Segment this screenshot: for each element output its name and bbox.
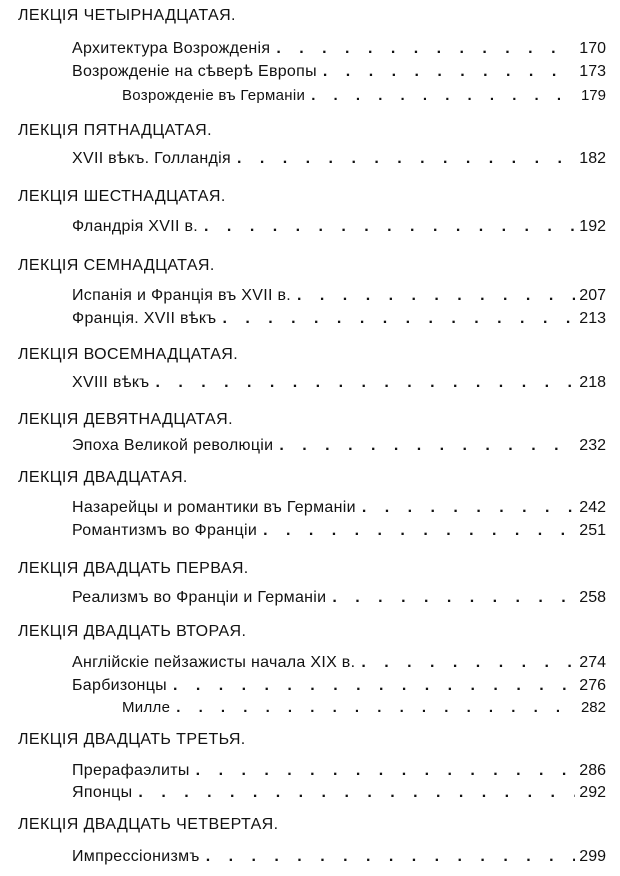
lecture-heading: ЛЕКЦІЯ ЧЕТЫРНАДЦАТАЯ. [18, 7, 236, 24]
toc-entry-title: Возрожденіе въ Германіи [122, 87, 306, 104]
dot-leader [155, 372, 575, 394]
toc-entry-page: 170 [579, 40, 606, 57]
dot-leader [311, 85, 576, 107]
toc-entry-title: Эпоха Великой революціи [72, 437, 274, 454]
toc-entry[interactable] [72, 675, 606, 697]
lecture-heading: ЛЕКЦІЯ ПЯТНАДЦАТАЯ. [18, 122, 212, 139]
dot-leader [206, 846, 576, 868]
toc-entry-title: Прерафаэлиты [72, 762, 190, 779]
toc-entry-page: 173 [579, 63, 606, 80]
toc-entry[interactable] [72, 285, 606, 307]
dot-leader [237, 148, 575, 170]
toc-entry[interactable] [72, 372, 606, 394]
dot-leader [362, 497, 575, 519]
toc-entry-title: Милле [122, 699, 171, 716]
toc-entry[interactable] [72, 497, 606, 519]
dot-leader [196, 760, 576, 782]
lecture-heading: ЛЕКЦІЯ ДВАДЦАТЬ ПЕРВАЯ. [18, 560, 249, 577]
toc-entry-page: 299 [579, 848, 606, 865]
lecture-heading: ЛЕКЦІЯ ВОСЕМНАДЦАТАЯ. [18, 346, 239, 363]
toc-entry-title: XVIII вѣкъ [72, 374, 150, 391]
toc-entry-title: Барбизонцы [72, 677, 167, 694]
dot-leader [176, 697, 576, 719]
toc-entry[interactable] [72, 652, 606, 674]
lecture-heading: ЛЕКЦІЯ ДВАДЦАТЬ ЧЕТВЕРТАЯ. [18, 816, 279, 833]
toc-entry-page: 192 [579, 218, 606, 235]
toc-entry-title: Романтизмъ во Франціи [72, 522, 258, 539]
toc-entry-title: Назарейцы и романтики въ Германіи [72, 499, 356, 516]
toc-entry-page: 282 [580, 699, 606, 716]
dot-leader [332, 587, 575, 609]
lecture-heading: ЛЕКЦІЯ ДВАДЦАТЬ ТРЕТЬЯ. [18, 731, 246, 748]
toc-entry-page: 274 [579, 654, 606, 671]
toc-entry-page: 232 [579, 437, 606, 454]
lecture-heading: ЛЕКЦІЯ ДВАДЦАТАЯ. [18, 469, 188, 486]
lecture-heading: ЛЕКЦІЯ ДЕВЯТНАДЦАТАЯ. [18, 411, 233, 428]
dot-leader [263, 520, 575, 542]
lecture-heading: ЛЕКЦІЯ ДВАДЦАТЬ ВТОРАЯ. [18, 623, 247, 640]
toc-entry-title: Англійскіе пейзажисты начала XIX в. [72, 654, 356, 671]
dot-leader [138, 782, 575, 804]
toc-entry-page: 207 [579, 287, 606, 304]
dot-leader [276, 38, 575, 60]
lecture-heading: ЛЕКЦІЯ ШЕСТНАДЦАТАЯ. [18, 188, 226, 205]
toc-entry-title: Японцы [72, 784, 133, 801]
toc-entry-page: 218 [579, 374, 606, 391]
dot-leader [173, 675, 575, 697]
dot-leader [323, 61, 575, 83]
toc-entry-title: Возрожденіе на сѣверѣ Европы [72, 63, 317, 80]
toc-entry-page: 292 [579, 784, 606, 801]
toc-entry[interactable] [72, 38, 606, 60]
toc-entry[interactable] [72, 760, 606, 782]
toc-entry-page: 179 [580, 87, 606, 104]
toc-entry-title: Франція. XVII вѣкъ [72, 310, 217, 327]
dot-leader [361, 652, 575, 674]
dot-leader [222, 308, 575, 330]
toc-subentry[interactable] [122, 85, 606, 107]
toc-subentry[interactable] [122, 697, 606, 719]
dot-leader [279, 435, 575, 457]
toc-entry[interactable] [72, 520, 606, 542]
toc-entry-title: Архитектура Возрожденія [72, 40, 271, 57]
dot-leader [204, 216, 575, 238]
toc-entry-title: Испанія и Франція въ XVII в. [72, 287, 292, 304]
toc-entry-title: Реализмъ во Франціи и Германіи [72, 589, 327, 606]
dot-leader [297, 285, 575, 307]
toc-entry-page: 242 [579, 499, 606, 516]
toc-entry-page: 258 [579, 589, 606, 606]
toc-entry-title: XVII вѣкъ. Голландія [72, 150, 231, 167]
toc-entry[interactable] [72, 216, 606, 238]
toc-entry[interactable] [72, 61, 606, 83]
toc-entry[interactable] [72, 587, 606, 609]
toc-entry[interactable] [72, 782, 606, 804]
toc-entry[interactable] [72, 308, 606, 330]
lecture-heading: ЛЕКЦІЯ СЕМНАДЦАТАЯ. [18, 257, 215, 274]
toc-entry[interactable] [72, 148, 606, 170]
toc-entry-title: Импрессіонизмъ [72, 848, 200, 865]
toc-entry-page: 286 [579, 762, 606, 779]
toc-entry-page: 251 [579, 522, 606, 539]
toc-entry-page: 276 [579, 677, 606, 694]
toc-entry-page: 213 [579, 310, 606, 327]
toc-entry[interactable] [72, 846, 606, 868]
toc-entry-title: Фландрія XVII в. [72, 218, 199, 235]
toc-entry-page: 182 [579, 150, 606, 167]
toc-entry[interactable] [72, 435, 606, 457]
